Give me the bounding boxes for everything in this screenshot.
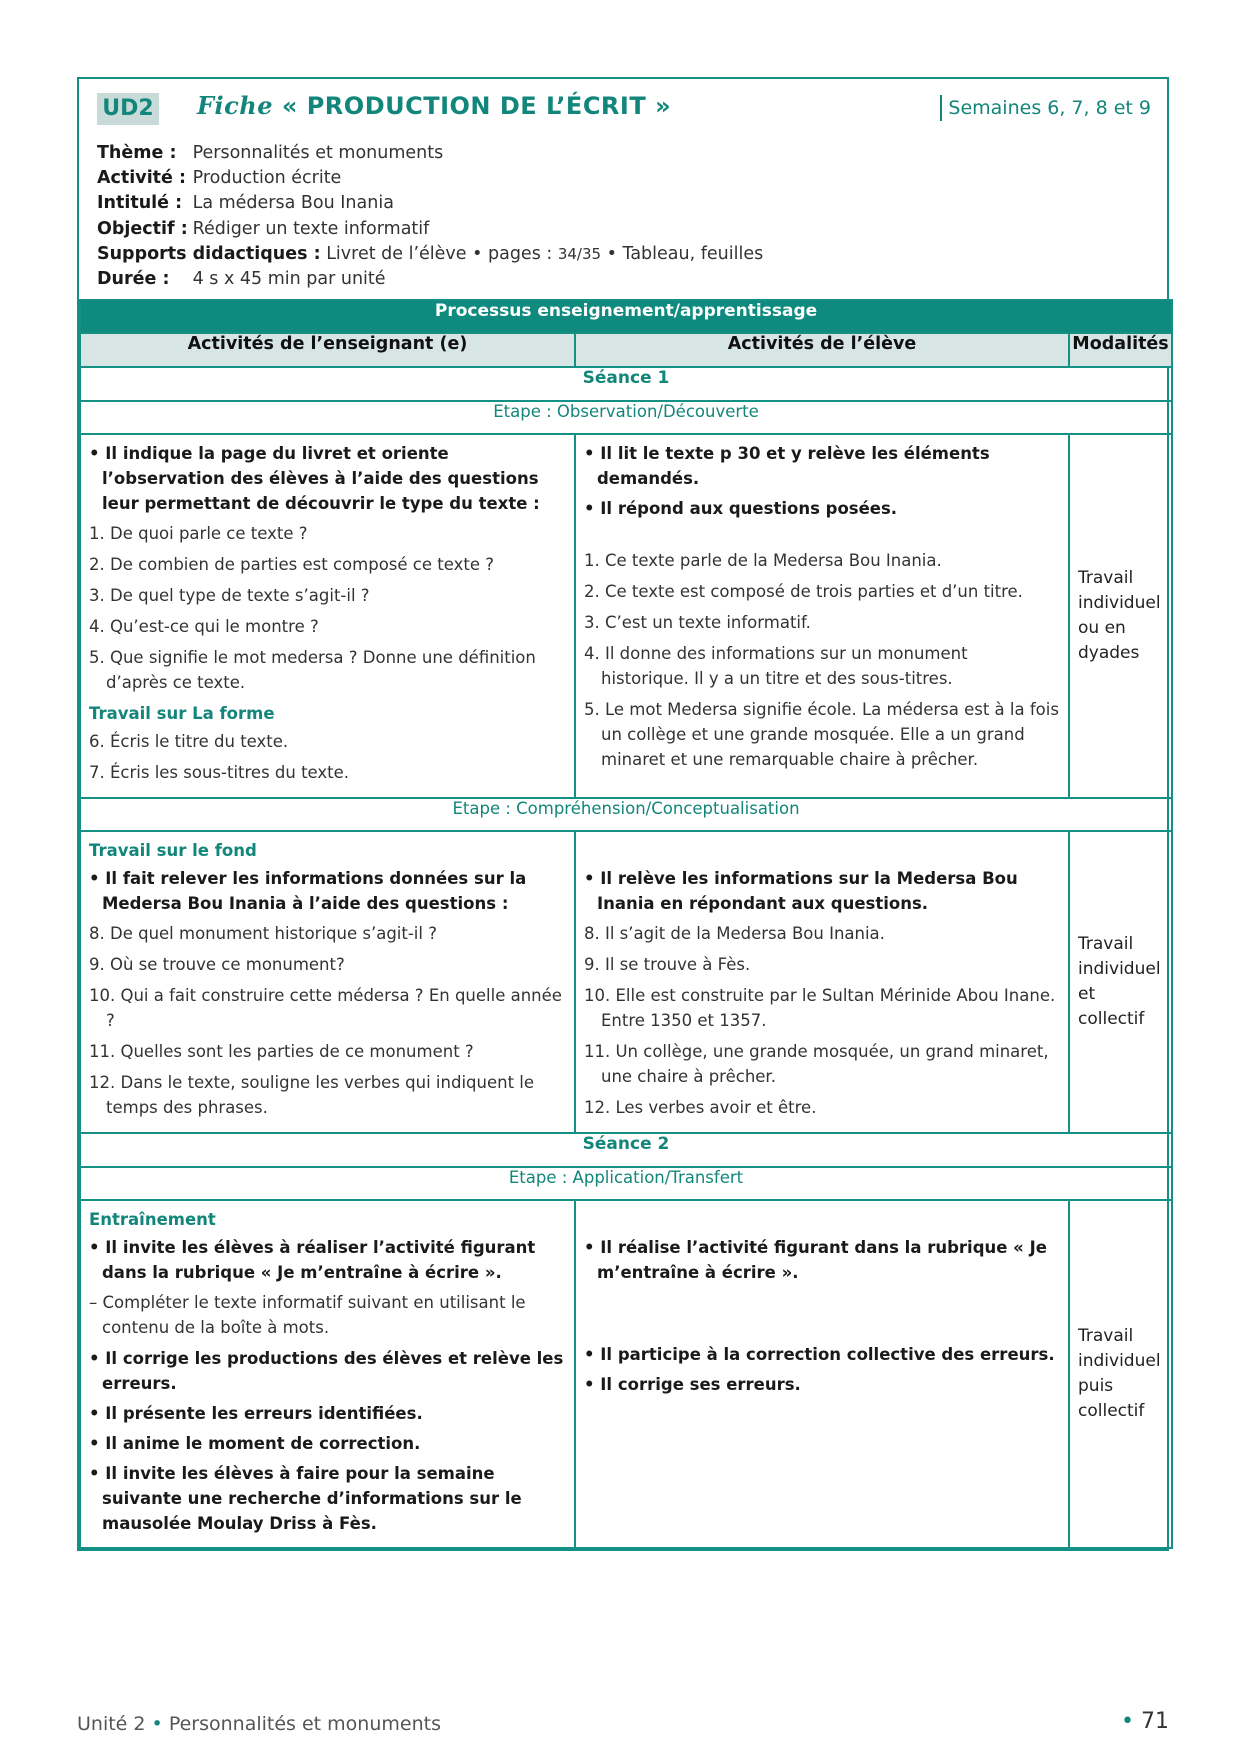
meta-label: Thème : [97, 143, 177, 163]
student-bullet: • Il participe à la correction collective des erreurs. [584, 1345, 1055, 1364]
answer-item: 9. Il se trouve à Fès. [584, 955, 751, 974]
seance-1-label: Séance 1 [80, 367, 1172, 401]
obs-modal-cell: Travail individuel ou en dyades [1069, 434, 1172, 798]
observation-row [80, 434, 1172, 798]
question-item: 3. De quel type de texte s’agit-il ? [89, 586, 370, 605]
spacer [584, 838, 1060, 866]
student-bullet: • Il corrige ses erreurs. [584, 1375, 801, 1394]
comprehension-row [80, 831, 1172, 1133]
question-item: 2. De combien de parties est composé ce texte ? [89, 555, 494, 574]
col-student-header: Activités de l’élève [575, 333, 1069, 367]
meta-value: 4 s x 45 min par unité [192, 269, 386, 290]
etape-row [80, 798, 1172, 831]
fond-subtitle: Travail sur le fond [89, 841, 257, 860]
question-item: 6. Écris le titre du texte. [89, 732, 289, 751]
meta-value: Personnalités et monuments [192, 143, 444, 163]
meta-label: Activité : [97, 168, 187, 189]
column-header-row [80, 333, 1172, 367]
student-bullet: • Il répond aux questions posées. [584, 499, 898, 518]
answer-item: 2. Ce texte est composé de trois parties et d’un titre. [584, 582, 1023, 601]
spacer [584, 1290, 1060, 1342]
question-item: 7. Écris les sous-titres du texte. [89, 763, 350, 782]
process-header: Processus enseignement/apprentissage [80, 300, 1172, 333]
comp-modal-cell: Travail individuel et collectif [1069, 831, 1172, 1133]
meta-objectif [97, 217, 763, 242]
meta-label: Supports didactiques : [97, 243, 321, 264]
question-item: 4. Qu’est-ce qui le montre ? [89, 617, 319, 636]
sheet-title [197, 91, 671, 120]
student-bullet: • Il lit le texte p 30 et y relève les éléments demandés. [584, 444, 990, 488]
question-item: 1. De quoi parle ce texte ? [89, 524, 308, 543]
teacher-bullet: • Il invite les élèves à réaliser l’activité figurant dans la rubrique « Je m’entraîne à écrire ». [89, 1238, 536, 1282]
forme-subtitle: Travail sur La forme [89, 704, 275, 723]
meta-label: Durée : [97, 269, 170, 290]
question-item: 5. Que signifie le mot medersa ? Donne une définition d’après ce texte. [89, 648, 536, 692]
question-item: 8. De quel monument historique s’agit-il ? [89, 924, 437, 943]
question-item: 9. Où se trouve ce monument? [89, 955, 345, 974]
app-modal-cell: Travail individuel puis collectif [1069, 1200, 1172, 1548]
answer-item: 1. Ce texte parle de la Medersa Bou Inania. [584, 551, 942, 570]
footer-bullet: • [151, 1713, 163, 1735]
page-number-bullet: • [1121, 1709, 1134, 1734]
entrainement-subtitle: Entraînement [89, 1210, 216, 1229]
footer-left [77, 1713, 441, 1735]
meta-value: • Tableau, feuilles [601, 243, 764, 264]
page-number: 71 [1141, 1709, 1169, 1734]
application-row [80, 1200, 1172, 1548]
meta-supports [97, 242, 763, 267]
weeks-label: Semaines 6, 7, 8 et 9 [940, 95, 1151, 121]
app-teacher-cell [80, 1200, 575, 1548]
answer-item: 5. Le mot Medersa signifie école. La médersa est à la fois un collège et une grande mosquée. Elle a un grand minaret et une remarquable chaire à prêcher. [584, 700, 1059, 769]
etape-application-label: Etape : Application/Transfert [80, 1167, 1172, 1200]
student-bullet: • Il relève les informations sur la Medersa Bou Inania en répondant aux questions. [584, 869, 1018, 913]
question-item: 12. Dans le texte, souligne les verbes qui indiquent le temps des phrases. [89, 1073, 535, 1117]
process-table [79, 299, 1173, 1549]
sheet-header [79, 79, 1167, 299]
meta-value: La médersa Bou Inania [192, 193, 394, 214]
question-item: 10. Qui a fait construire cette médersa ? En quelle année ? [89, 986, 562, 1030]
seance-row [80, 1133, 1172, 1167]
col-teacher-header: Activités de l’enseignant (e) [80, 333, 575, 367]
dash-item: – Compléter le texte informatif suivant en utilisant le contenu de la boîte à mots. [89, 1293, 526, 1337]
col-modal-header: Modalités [1069, 333, 1172, 367]
etape-comprehension-label: Etape : Compréhension/Conceptualisation [80, 798, 1172, 831]
question-item: 11. Quelles sont les parties de ce monument ? [89, 1042, 474, 1061]
answer-item: 8. Il s’agit de la Medersa Bou Inania. [584, 924, 885, 943]
seance-2-label: Séance 2 [80, 1133, 1172, 1167]
teacher-bullet: • Il anime le moment de correction. [89, 1434, 421, 1453]
answer-item: 11. Un collège, une grande mosquée, un grand minaret, une chaire à prêcher. [584, 1042, 1049, 1086]
unit-badge: UD2 [97, 93, 159, 125]
teacher-bullet: • Il présente les erreurs identifiées. [89, 1404, 423, 1423]
comp-teacher-cell [80, 831, 575, 1133]
etape-row [80, 1167, 1172, 1200]
answer-item: 12. Les verbes avoir et être. [584, 1098, 817, 1117]
meta-intitule [97, 191, 763, 216]
process-header-row [80, 300, 1172, 333]
meta-value: Production écrite [192, 168, 342, 189]
meta-theme [97, 141, 763, 166]
student-bullet: • Il réalise l’activité figurant dans la rubrique « Je m’entraîne à écrire ». [584, 1238, 1047, 1282]
etape-row [80, 401, 1172, 434]
spacer [584, 526, 1060, 548]
comp-student-cell [575, 831, 1069, 1133]
footer-theme: Personnalités et monuments [168, 1713, 441, 1735]
fiche-word: Fiche [197, 91, 273, 120]
etape-observation-label: Etape : Observation/Découverte [80, 401, 1172, 434]
answer-item: 3. C’est un texte informatif. [584, 613, 811, 632]
footer-right [1121, 1709, 1169, 1734]
answer-item: 4. Il donne des informations sur un monument historique. Il y a un titre et des sous-titres. [584, 644, 968, 688]
meta-value: Livret de l’élève • pages : [326, 243, 558, 264]
obs-student-cell [575, 434, 1069, 798]
app-student-cell [575, 1200, 1069, 1548]
footer-unit: Unité 2 [77, 1713, 146, 1735]
teacher-bullet: • Il fait relever les informations données sur la Medersa Bou Inania à l’aide des questions : [89, 869, 527, 913]
answer-item: 10. Elle est construite par le Sultan Mérinide Abou Inane. Entre 1350 et 1357. [584, 986, 1056, 1030]
meta-block [97, 141, 763, 292]
teacher-bullet: • Il indique la page du livret et oriente l’observation des élèves à l’aide des questions leur permettant de découvrir le type du texte : [89, 444, 540, 513]
spacer [584, 1207, 1060, 1235]
meta-value: Rédiger un texte informatif [192, 218, 430, 239]
title-text: « PRODUCTION DE L’ÉCRIT » [281, 92, 672, 120]
lesson-sheet [77, 77, 1169, 1551]
meta-activite [97, 166, 763, 191]
obs-teacher-cell [80, 434, 575, 798]
teacher-bullet: • Il invite les élèves à faire pour la semaine suivante une recherche d’informations sur le mausolée Moulay Driss à Fès. [89, 1464, 522, 1533]
teacher-bullet: • Il corrige les productions des élèves et relève les erreurs. [89, 1349, 564, 1393]
meta-pages: 34/35 [557, 244, 602, 263]
meta-duree [97, 267, 763, 292]
seance-row [80, 367, 1172, 401]
meta-label: Intitulé : [97, 193, 183, 214]
meta-label: Objectif : [97, 218, 188, 239]
